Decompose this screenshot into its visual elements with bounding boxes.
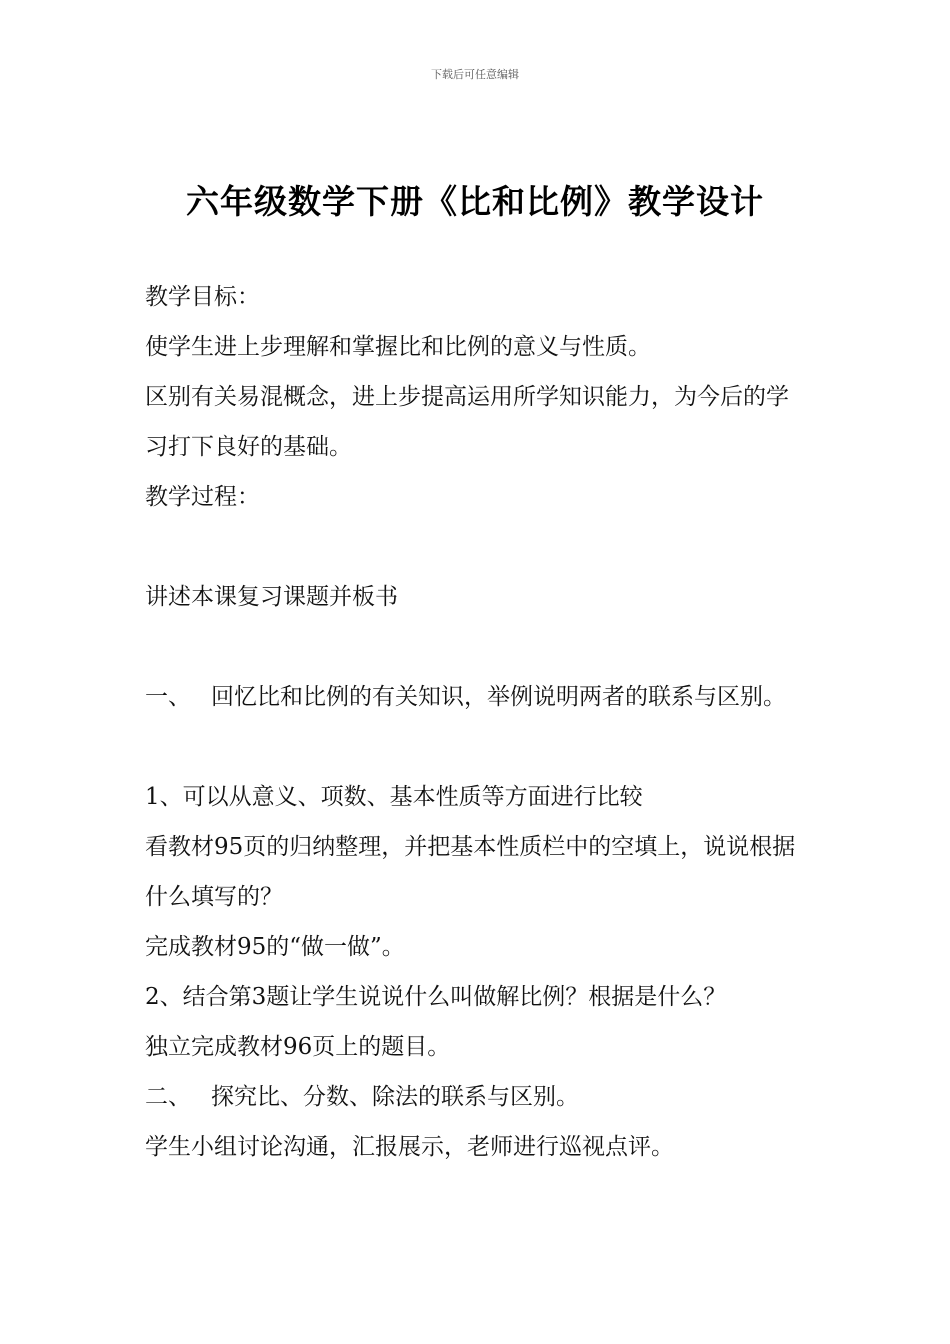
section-marker: 二、 [145,1084,191,1110]
paragraph: 使学生进上步理解和掌握比和比例的意义与性质。 [145,334,651,360]
section-one [145,672,810,722]
paragraph: 区别有关易混概念，进上步提高运用所学知识能力，为今后的学习打下良好的基础。 [145,384,789,460]
paragraph: 讲述本课复习课题并板书 [145,584,398,610]
section-marker: 一、 [145,684,191,710]
spacer [145,522,810,572]
document-title: 六年级数学下册《比和比例》教学设计 [186,182,764,221]
spacer [145,622,810,672]
section-text: 回忆比和比例的有关知识，举例说明两者的联系与区别。 [211,684,786,710]
paragraph: 学生小组讨论沟通，汇报展示，老师进行巡视点评。 [145,1134,674,1160]
paragraph: 教学过程： [145,484,260,510]
spacer [145,722,810,772]
paragraph: 教学目标： [145,284,260,310]
document-body [145,272,810,1172]
paragraph: 2、结合第3题让学生说说什么叫做解比例？根据是什么？ [145,984,727,1010]
section-text: 探究比、分数、除法的联系与区别。 [211,1084,579,1110]
section-two [145,1072,810,1122]
paragraph: 完成教材95的“做一做”。 [145,934,405,960]
header-note: 下载后可任意编辑 [431,68,519,81]
paragraph: 看教材95页的归纳整理，并把基本性质栏中的空填上，说说根据什么填写的？ [145,834,796,910]
paragraph: 1、可以从意义、项数、基本性质等方面进行比较 [145,784,643,810]
paragraph: 独立完成教材96页上的题目。 [145,1034,451,1060]
